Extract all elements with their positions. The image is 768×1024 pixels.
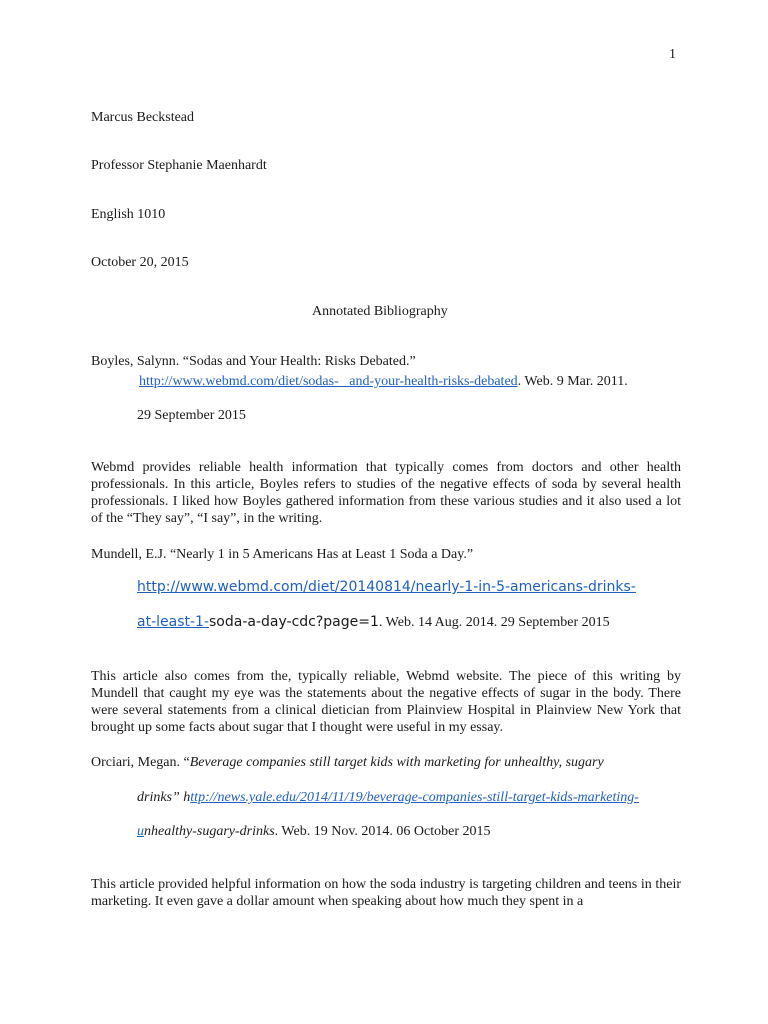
professor-name: Professor Stephanie Maenhardt <box>91 158 267 173</box>
course-name: English 1010 <box>91 207 166 222</box>
annotation-orciari: This article provided helpful information on how the soda industry is targeting children and teens in their marketing. It even gave a dollar amount when speaking about how much they spent in a <box>91 877 681 909</box>
orciari-url-link-continued[interactable]: u <box>137 824 144 839</box>
citation-mundell-url-line2 <box>137 614 610 631</box>
annotation-mundell: This article also comes from the, typically reliable, Webmd website. The piece of this writing by Mundell that caught my eye was the statements about the negative effects of sugar in the body. There were several statements from a clinical dietician from Plainview Hospital in Plainview New York that brought up some facts about sugar that I thought were useful in my essay. <box>91 669 681 735</box>
mundell-url-link[interactable]: http://www.webmd.com/diet/20140814/nearly-1-in-5-americans-drinks- <box>137 579 636 595</box>
mundell-url-plain: soda-a-day-cdc?page=1 <box>209 614 379 630</box>
mundell-web-date: . Web. 14 Aug. 2014. 29 September 2015 <box>378 615 610 630</box>
annotation-boyles: Webmd provides reliable health information that typically comes from doctors and other health professionals. In this article, Boyles refers to studies of the negative effects of soda by several health professionals. I liked how Boyles gathered information from these various studies and it also used a lot of the “They say”, “I say”, in the writing. <box>91 460 681 526</box>
mundell-url-link-continued[interactable]: at-least-1- <box>137 614 209 630</box>
orciari-url-link[interactable]: ttp://news.yale.edu/2014/11/19/beverage-companies-still-target-kids-marketing- <box>190 790 639 805</box>
boyles-url-link[interactable]: http://www.webmd.com/diet/sodas- and-your-health-risks-debated <box>139 374 518 389</box>
citation-orciari: Orciari, Megan. “Beverage companies still target kids with marketing for unhealthy, sugary <box>91 755 604 770</box>
page-number: 1 <box>669 47 676 62</box>
document-date: October 20, 2015 <box>91 255 189 270</box>
page-title: Annotated Bibliography <box>312 304 448 319</box>
author-name: Marcus Beckstead <box>91 110 195 125</box>
citation-boyles: Boyles, Salynn. “Sodas and Your Health: Risks Debated.” <box>91 354 416 369</box>
orciari-web-date: . Web. 19 Nov. 2014. 06 October 2015 <box>274 824 491 839</box>
citation-boyles-url-line: http://www.webmd.com/diet/sodas- and-your-health-risks-debated. Web. 9 Mar. 2011. <box>139 374 628 389</box>
citation-orciari-line3 <box>137 823 491 840</box>
orciari-title-line2: drinks <box>137 790 172 805</box>
citation-mundell-url-line1[interactable] <box>137 579 636 596</box>
orciari-url-plain: nhealthy-sugary-drinks <box>144 824 275 839</box>
citation-orciari-line2: drinks” http://news.yale.edu/2014/11/19/beverage-companies-still-target-kids-marketing- <box>137 790 639 805</box>
citation-boyles-accessed: 29 September 2015 <box>137 408 246 423</box>
citation-mundell: Mundell, E.J. “Nearly 1 in 5 Americans Has at Least 1 Soda a Day.” <box>91 547 474 562</box>
orciari-title-line1: Beverage companies still target kids with marketing for unhealthy, sugary <box>189 755 604 770</box>
